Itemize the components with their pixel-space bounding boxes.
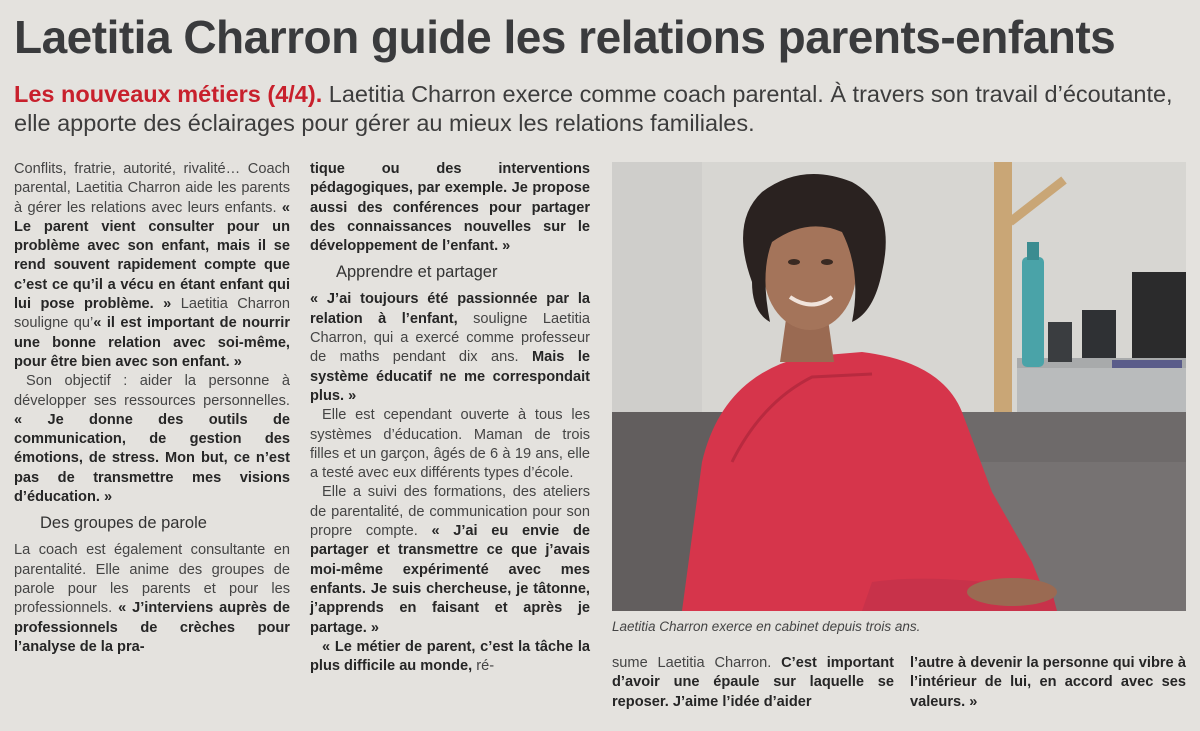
- headline: Laetitia Charron guide les relations parents-enfants: [14, 11, 1116, 63]
- quote: Mais le système éducatif ne me correspondait plus. »: [310, 349, 591, 404]
- article-column-3: [612, 654, 894, 712]
- series-kicker: Les nouveaux métiers (4/4).: [14, 81, 323, 107]
- paragraph: Elle a suivi des formations, des ateliers de parentalité, de communication pour son propre compte. « J’ai eu envie de partager et transmettre ce que j’avais moi-même expérimenté avec mes enfants. Je suis chercheuse, je tâtonne, j’apprends en faisant et après je partage. »: [310, 484, 590, 636]
- subheading: Des groupes de parole: [40, 514, 207, 533]
- article-column-2: [310, 160, 590, 676]
- quote: « il est important de nourrir une bonne relation avec soi-même, pour être bien avec son enfant. »: [14, 315, 290, 370]
- quote: « J’interviens auprès de professionnels de crèches pour l’analyse de la pra-: [14, 600, 290, 655]
- subheading: Apprendre et partager: [336, 263, 498, 282]
- paragraph: « Le métier de parent, c’est la tâche la plus difficile au monde, ré-: [310, 638, 590, 675]
- quote: « Le métier de parent, c’est la tâche la plus difficile au monde,: [310, 638, 590, 675]
- portrait-illustration: [612, 162, 1186, 611]
- paragraph: Elle est cependant ouverte à tous les systèmes d’éducation. Maman de trois filles et un garçon, âgés de 6 à 19 ans, elle a testé avec eux différents types d’école.: [310, 407, 590, 482]
- quote: tique ou des interventions pédagogiques, par exemple. Je propose aussi des conférences pour partager des connaissances nouvelles sur le développement de l’enfant. »: [310, 161, 590, 255]
- quote: « Le parent vient consulter pour un problème avec son enfant, mais il se rend souvent rapidement compte que c’est ce qu’il a vécu en étant enfant qui lui pose problème. »: [14, 199, 290, 313]
- quote: l’autre à devenir la personne qui vibre à l’intérieur de lui, en accord avec ses valeurs. »: [910, 655, 1186, 710]
- quote: « J’ai eu envie de partager et transmettre ce que j’avais moi-même expérimenté avec mes enfants. Je suis chercheuse, je tâtonne, j’apprends en faisant et après je partage. »: [310, 523, 590, 636]
- lead-text: Laetitia Charron exerce comme coach parental. À travers son travail d’écoutante, elle apporte des éclairages pour gérer au mieux les relations familiales.: [14, 81, 1173, 136]
- photo-caption: Laetitia Charron exerce en cabinet depuis trois ans.: [612, 619, 921, 634]
- paragraph: [310, 160, 590, 256]
- quote: C’est important d’avoir une épaule sur laquelle se reposer. J’aime l’idée d’aider: [612, 655, 894, 710]
- paragraph: La coach est également consultante en parentalité. Elle anime des groupes de parole pour les parents et pour les professionnels. « J’interviens auprès de professionnels de crèches pour l’analyse de la pra-: [14, 542, 290, 655]
- paragraph: Conflits, fratrie, autorité, rivalité… Coach parental, Laetitia Charron aide les parents à gérer les relations avec leurs enfants. « Le parent vient consulter pour un problème avec son enfant, mais il se rend souvent rapidement compte que c’est ce qu’il a vécu en étant enfant qui lui pose problème. » Laetitia Charron souligne qu’« il est important de nourrir une bonne relation avec soi-même, pour être bien avec son enfant. »: [14, 161, 290, 370]
- paragraph: Son objectif : aider la personne à développer ses ressources personnelles. « Je donne des outils de communication, de gestion des émotions, de stress. Mon but, ce n’est pas de transmettre mes visions d’éducation. »: [14, 373, 290, 506]
- portrait-photo: [612, 162, 1186, 611]
- lead-paragraph: [14, 80, 1189, 138]
- paragraph: « J’ai toujours été passionnée par la relation à l’enfant, souligne Laetitia Charron, qui a exercé comme professeur de maths pendant dix ans. Mais le système éducatif ne me correspondait plus. »: [310, 291, 591, 404]
- paragraph: [910, 654, 1186, 712]
- paragraph: sume Laetitia Charron. C’est important d’avoir une épaule sur laquelle se reposer. J’aime l’idée d’aider: [612, 655, 894, 710]
- quote: « J’ai toujours été passionnée par la relation à l’enfant,: [310, 291, 590, 327]
- article-column-4: [910, 654, 1186, 712]
- quote: « Je donne des outils de communication, de gestion des émotions, de stress. Mon but, ce n’est pas de transmettre mes visions d’éducation. »: [14, 411, 290, 506]
- article-column-1: [14, 160, 290, 657]
